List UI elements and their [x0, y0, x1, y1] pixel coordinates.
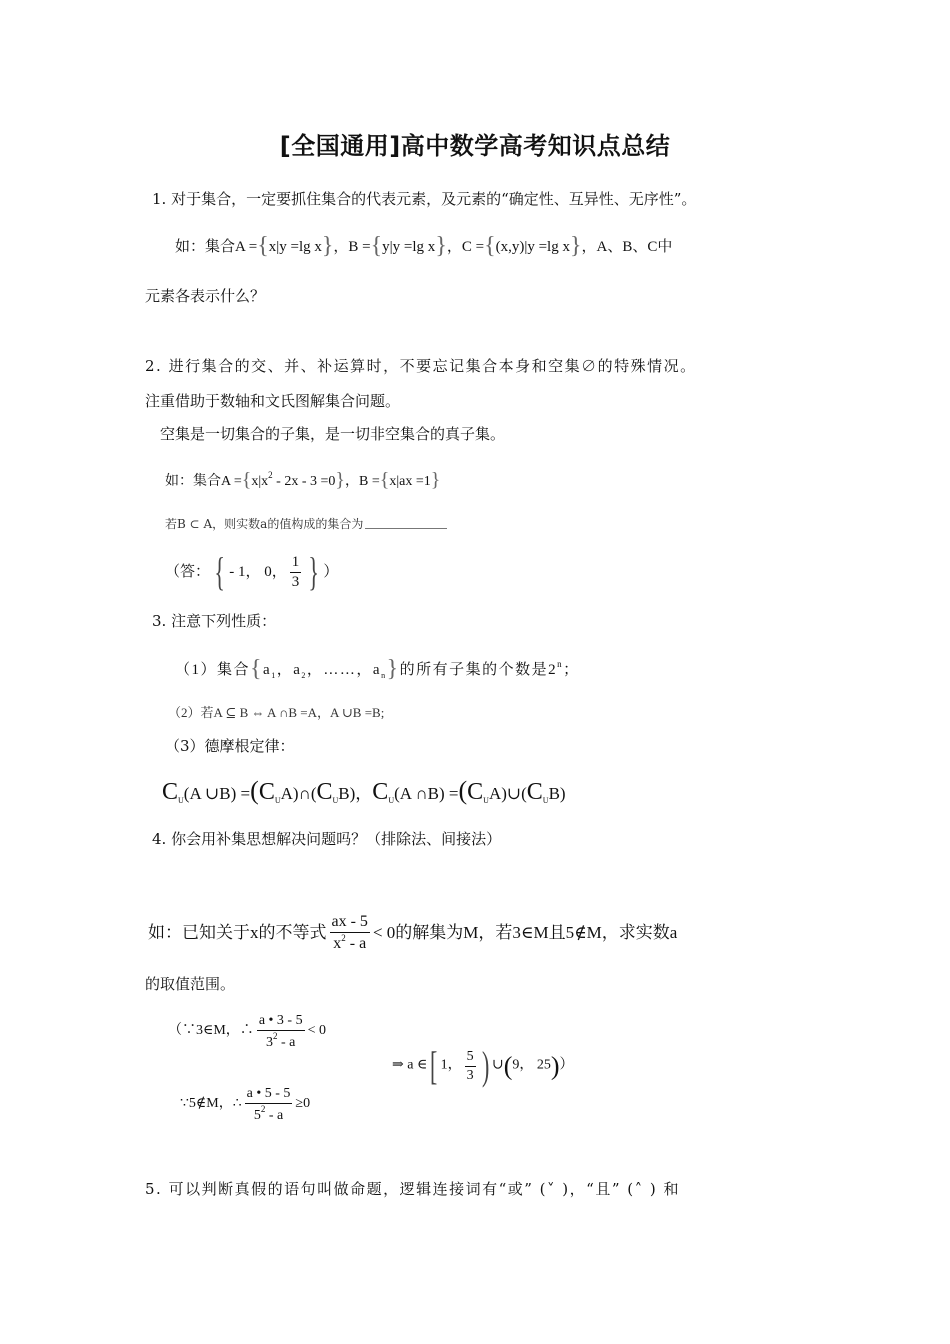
s4-res-2: 9， 25 [512, 1057, 551, 1073]
s4-res-prefix: ⇒ a ∈ [392, 1057, 428, 1073]
s4-sol1-den-a: 3 [266, 1034, 273, 1050]
dm-part1: (A ∪B) = [183, 784, 251, 803]
s1-ex-suffix: ，A、B、C中 [581, 239, 673, 255]
de-morgan-law: $C_U(A$ ∪B) $=(C_UA)\cap(C_UB)$，$C_U(A$ ∩B) $=(C_UA)\cup(C_UB)$ [162, 776, 566, 805]
s4-sol2-den-sup: 2 [260, 1103, 266, 1114]
s4-sol2-prefix: ∵5∉M，∴ [180, 1096, 242, 1112]
s2-set-a-a: x|x [251, 474, 269, 489]
s4-res-1: 1， [440, 1057, 462, 1073]
s4-sol2-den-a: 5 [253, 1107, 261, 1123]
s4-ex-num: ax - 5 [330, 912, 370, 933]
s2-answer: （答： { - 1， 0， $\frac{1}{3}$ } ） [165, 549, 339, 594]
dm-c2: C [258, 779, 275, 805]
s4-res-fraction [465, 1048, 476, 1084]
s4-sol2-fraction [245, 1085, 293, 1124]
answer-blank [365, 528, 447, 529]
s4-ex-prefix: 如：已知关于x的不等式 [148, 922, 327, 942]
s2-line1: 2. 进行集合的交、并、补运算时，不要忘记集合本身和空集∅的特殊情况。 [145, 357, 697, 375]
s4-ex-den-b: - a [345, 935, 367, 952]
s2-sep: ，B = [345, 474, 380, 489]
s4-sol2-num: a • 5 - 5 [245, 1085, 293, 1104]
s5-line1: 5. 可以判断真假的语句叫做命题，逻辑连接词有“或” (˅ )，“且” (˄ ) 和 [145, 1180, 681, 1198]
s4-ex-den [330, 933, 370, 954]
dm-part3: B)， [338, 784, 373, 803]
dm-u4: U [388, 796, 395, 805]
page-title: [全国通用]高中数学高考知识点总结 [279, 132, 671, 160]
s4-solution-line2 [180, 1085, 310, 1124]
s1-sep1: ，B = [333, 239, 371, 255]
dm-part5: A)∪( [488, 784, 527, 803]
s4-sol1-den [257, 1031, 305, 1052]
s4-res-den: 3 [466, 1067, 474, 1083]
s2-ex-prefix: 如：集合A = [165, 474, 242, 489]
s4-sol1-fraction [257, 1012, 305, 1051]
s3-line1: 3. 注意下列性质： [152, 612, 277, 630]
s2-ans-num: 1 [290, 553, 302, 573]
s3-p1-sn: n [381, 671, 387, 680]
s2-set-a-sup: 2 [268, 470, 273, 480]
s4-sol1-num: a • 3 - 5 [257, 1012, 305, 1031]
s3-property1: （1）集合{$a_1$，$a_2$，……，$a_n$}的所有子集的个数是2$^n$； [175, 656, 580, 682]
s4-sol1-den-b: - a [277, 1034, 296, 1050]
dm-c3: C [316, 779, 333, 805]
s4-ex-mid: < 0的解集为M，若3∈M且5∉M，求实数a [372, 922, 678, 942]
s4-line3: 的取值范围。 [145, 975, 236, 993]
s3-p1-a1: a [263, 662, 272, 678]
s4-ex-den-sup: 2 [341, 933, 346, 943]
s1-line1: 1. 对于集合，一定要抓住集合的代表元素，及元素的“确定性、互异性、无序性”。 [152, 190, 697, 208]
dm-part6: B) [548, 784, 566, 803]
s1-sep2: ，C = [446, 239, 485, 255]
s3-p1-s2: 2 [301, 671, 307, 680]
dm-c5: C [467, 779, 484, 805]
dm-c1: C [162, 779, 179, 805]
dm-c6: C [526, 779, 543, 805]
s3-p1-suffix: 的所有子集的个数是2 [399, 662, 558, 678]
s2-example: 如：集合$A =\{x|x^2 - 2x - 3 =0\}$，B ={x|ax =1} [165, 469, 441, 491]
s2-ans-den: 3 [291, 573, 300, 590]
s2-ans-items: - 1， 0， [229, 564, 287, 580]
dm-u3: U [332, 796, 339, 805]
s3-p1-sup: n [557, 659, 564, 669]
s4-sol2-suffix: ≥0 [295, 1096, 311, 1112]
s2-set-a-b: - 2x - 3 =0 [272, 474, 336, 489]
s3-p1-prefix: （1）集合 [175, 662, 251, 678]
s3-p1-end: ； [563, 662, 580, 678]
s4-res-num: 5 [465, 1048, 476, 1067]
s2-cond-text: 若B ⊂ A，则实数a的值构成的集合为 [165, 517, 364, 531]
s2-ans-fraction [290, 553, 302, 592]
s4-example [148, 912, 677, 954]
s3-property3: （3）德摩根定律： [165, 737, 295, 755]
s2-ans-suffix: ） [323, 564, 339, 580]
s2-line2: 注重借助于数轴和文氏图解集合问题。 [145, 392, 401, 410]
s4-ex-fraction [330, 912, 370, 954]
s1-set-a: x|y =lg x [268, 239, 322, 255]
s4-ex-den-a: x [333, 935, 342, 952]
dm-part2: A)∩( [280, 784, 317, 803]
s3-p1-a2: ，a [276, 662, 302, 678]
s4-sol1-den-sup: 2 [273, 1030, 278, 1041]
dm-part4: (A ∩B) = [394, 784, 459, 803]
s1-ex-prefix: 如：集合A = [175, 239, 258, 255]
s1-set-b: y|y =lg x [382, 239, 436, 255]
dm-u5: U [483, 796, 489, 805]
s4-sol2-den-b: - a [265, 1107, 284, 1123]
dm-c4: C [372, 779, 389, 805]
s1-line3: 元素各表示什么？ [145, 287, 266, 305]
dm-u2: U [274, 796, 281, 805]
s2-ans-prefix: （答： [165, 564, 211, 580]
s4-solution-line1 [168, 1012, 326, 1051]
s2-condition [165, 517, 447, 531]
s1-set-c: (x,y)|y =lg x [495, 239, 570, 255]
s4-res-union: ∪ [491, 1057, 504, 1073]
s3-p1-dots: ，……，a [306, 662, 382, 678]
s4-sol1-prefix: （∵3∈M，∴ [168, 1023, 254, 1039]
dm-u1: U [178, 796, 184, 805]
s2-line3: 空集是一切集合的子集，是一切非空集合的真子集。 [160, 425, 506, 443]
s3-p1-s1: 1 [271, 671, 277, 680]
s4-solution-result: ⇒ a ∈[ 1， $\frac{5}{3}$ ) ∪(9， 25)） [392, 1043, 574, 1088]
dm-u6: U [542, 796, 549, 805]
s4-sol2-den [245, 1104, 293, 1125]
s1-example: 如：集合A ={x|y =lg x}，B ={y|y =lg x}，C ={(x,y)|y =lg x}，A、B、C中 [175, 233, 673, 259]
s3-property2: （2）若A ⊆ B ⇔ A ∩B =A，A ∪B =B; [168, 705, 385, 720]
s4-sol1-suffix: < 0 [307, 1023, 326, 1039]
s4-res-end: ） [559, 1057, 574, 1073]
s4-line1: 4. 你会用补集思想解决问题吗？（排除法、间接法） [152, 830, 502, 848]
s2-set-b: x|ax =1 [389, 474, 431, 489]
